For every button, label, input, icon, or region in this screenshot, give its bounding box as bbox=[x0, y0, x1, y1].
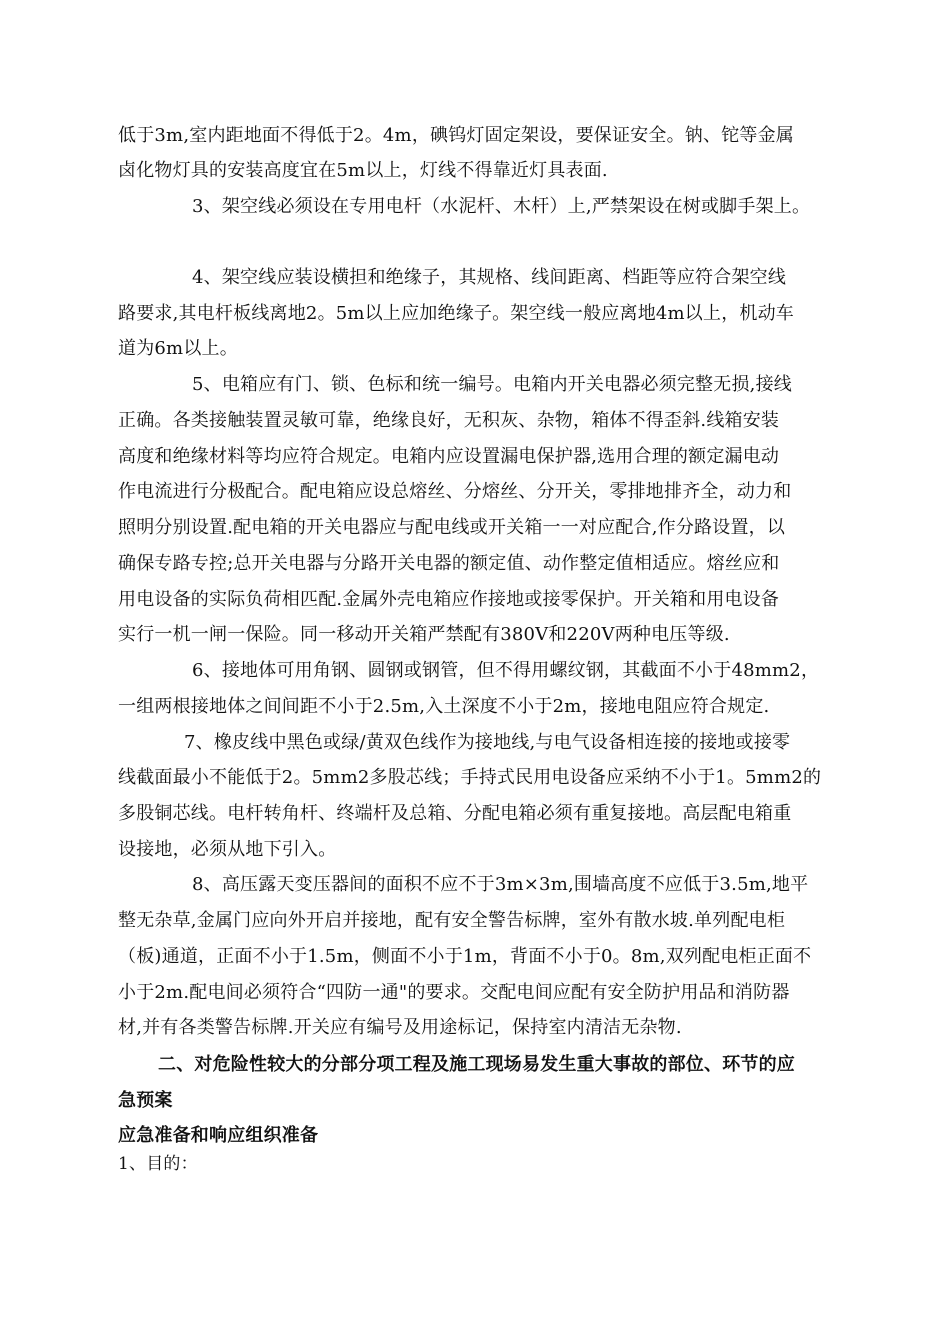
text-line: 确保专路专控;总开关电器与分路开关电器的额定值、动作整定值相适应。熔丝应和 bbox=[118, 553, 780, 574]
subsection-heading: 应急准备和响应组织准备 bbox=[118, 1125, 319, 1146]
text-line: 用电设备的实际负荷相匹配.金属外壳电箱应作接地或接零保护。开关箱和用电设备 bbox=[118, 589, 780, 610]
text-line: 3、架空线必须设在专用电杆（水泥杆、木杆）上,严禁架设在树或脚手架上。 bbox=[192, 196, 811, 217]
text-line: 设接地，必须从地下引入。 bbox=[118, 839, 337, 860]
text-line: （板)通道，正面不小于1.5m，侧面不小于1m，背面不小于0。8m,双列配电柜正面不 bbox=[118, 946, 812, 967]
text-line: 线截面最小不能低于2。5mm2多股芯线；手持式民用电设备应采纳不小于1。5mm2的 bbox=[118, 767, 822, 788]
text-line: 4、架空线应装设横担和绝缘子，其规格、线间距离、档距等应符合架空线 bbox=[192, 267, 787, 288]
section-heading: 二、对危险性较大的分部分项工程及施工现场易发生重大事故的部位、环节的应 bbox=[158, 1054, 795, 1075]
text-line: 正确。各类接触装置灵敏可靠，绝缘良好，无积灰、杂物，箱体不得歪斜.线箱安装 bbox=[118, 410, 780, 431]
text-line: 作电流进行分极配合。配电箱应设总熔丝、分熔丝、分开关，零排地排齐全，动力和 bbox=[118, 481, 792, 502]
text-line: 7、橡皮线中黑色或绿/黄双色线作为接地线,与电气设备相连接的接地或接零 bbox=[184, 732, 791, 753]
text-line: 路要求,其电杆板线离地2。5m以上应加绝缘子。架空线一般应离地4m以上，机动车 bbox=[118, 303, 795, 324]
list-item-heading: 1、目的： bbox=[118, 1154, 198, 1174]
text-line: 低于3m,室内距地面不得低于2。4m，碘钨灯固定架设，要保证安全。钠、铊等金属 bbox=[118, 125, 795, 146]
section-heading-continued: 急预案 bbox=[118, 1090, 173, 1111]
text-line: 照明分别设置.配电箱的开关电器应与配电线或开关箱一一对应配合,作分路设置，以 bbox=[118, 517, 786, 538]
text-line: 5、电箱应有门、锁、色标和统一编号。电箱内开关电器必须完整无损,接线 bbox=[192, 374, 792, 395]
text-line: 道为6m以上。 bbox=[118, 338, 238, 359]
text-line: 小于2m.配电间必须符合“四防一通"的要求。交配电间应配有安全防护用品和消防器 bbox=[118, 982, 790, 1003]
text-line: 6、接地体可用角钢、圆钢或钢管，但不得用螺纹钢，其截面不小于48mm2， bbox=[192, 660, 820, 681]
text-line: 一组两根接地体之间间距不小于2.5m,入土深度不小于2m，接地电阻应符合规定. bbox=[118, 696, 770, 717]
text-line: 实行一机一闸一保险。同一移动开关箱严禁配有380V和220V两种电压等级. bbox=[118, 624, 730, 645]
text-line: 整无杂草,金属门应向外开启并接地，配有安全警告标牌，室外有散水坡.单列配电柜 bbox=[118, 910, 786, 931]
text-line: 高度和绝缘材料等均应符合规定。电箱内应设置漏电保护器,选用合理的额定漏电动 bbox=[118, 446, 780, 467]
text-line: 多股铜芯线。电杆转角杆、终端杆及总箱、分配电箱必须有重复接地。高层配电箱重 bbox=[118, 803, 792, 824]
text-line: 材,并有各类警告标牌.开关应有编号及用途标记，保持室内清洁无杂物. bbox=[118, 1017, 682, 1038]
text-line: 卤化物灯具的安装高度宜在5m以上，灯线不得靠近灯具表面. bbox=[118, 160, 608, 181]
text-line: 8、高压露天变压器间的面积不应不于3m×3m,围墙高度不应低于3.5m,地平 bbox=[192, 874, 809, 895]
